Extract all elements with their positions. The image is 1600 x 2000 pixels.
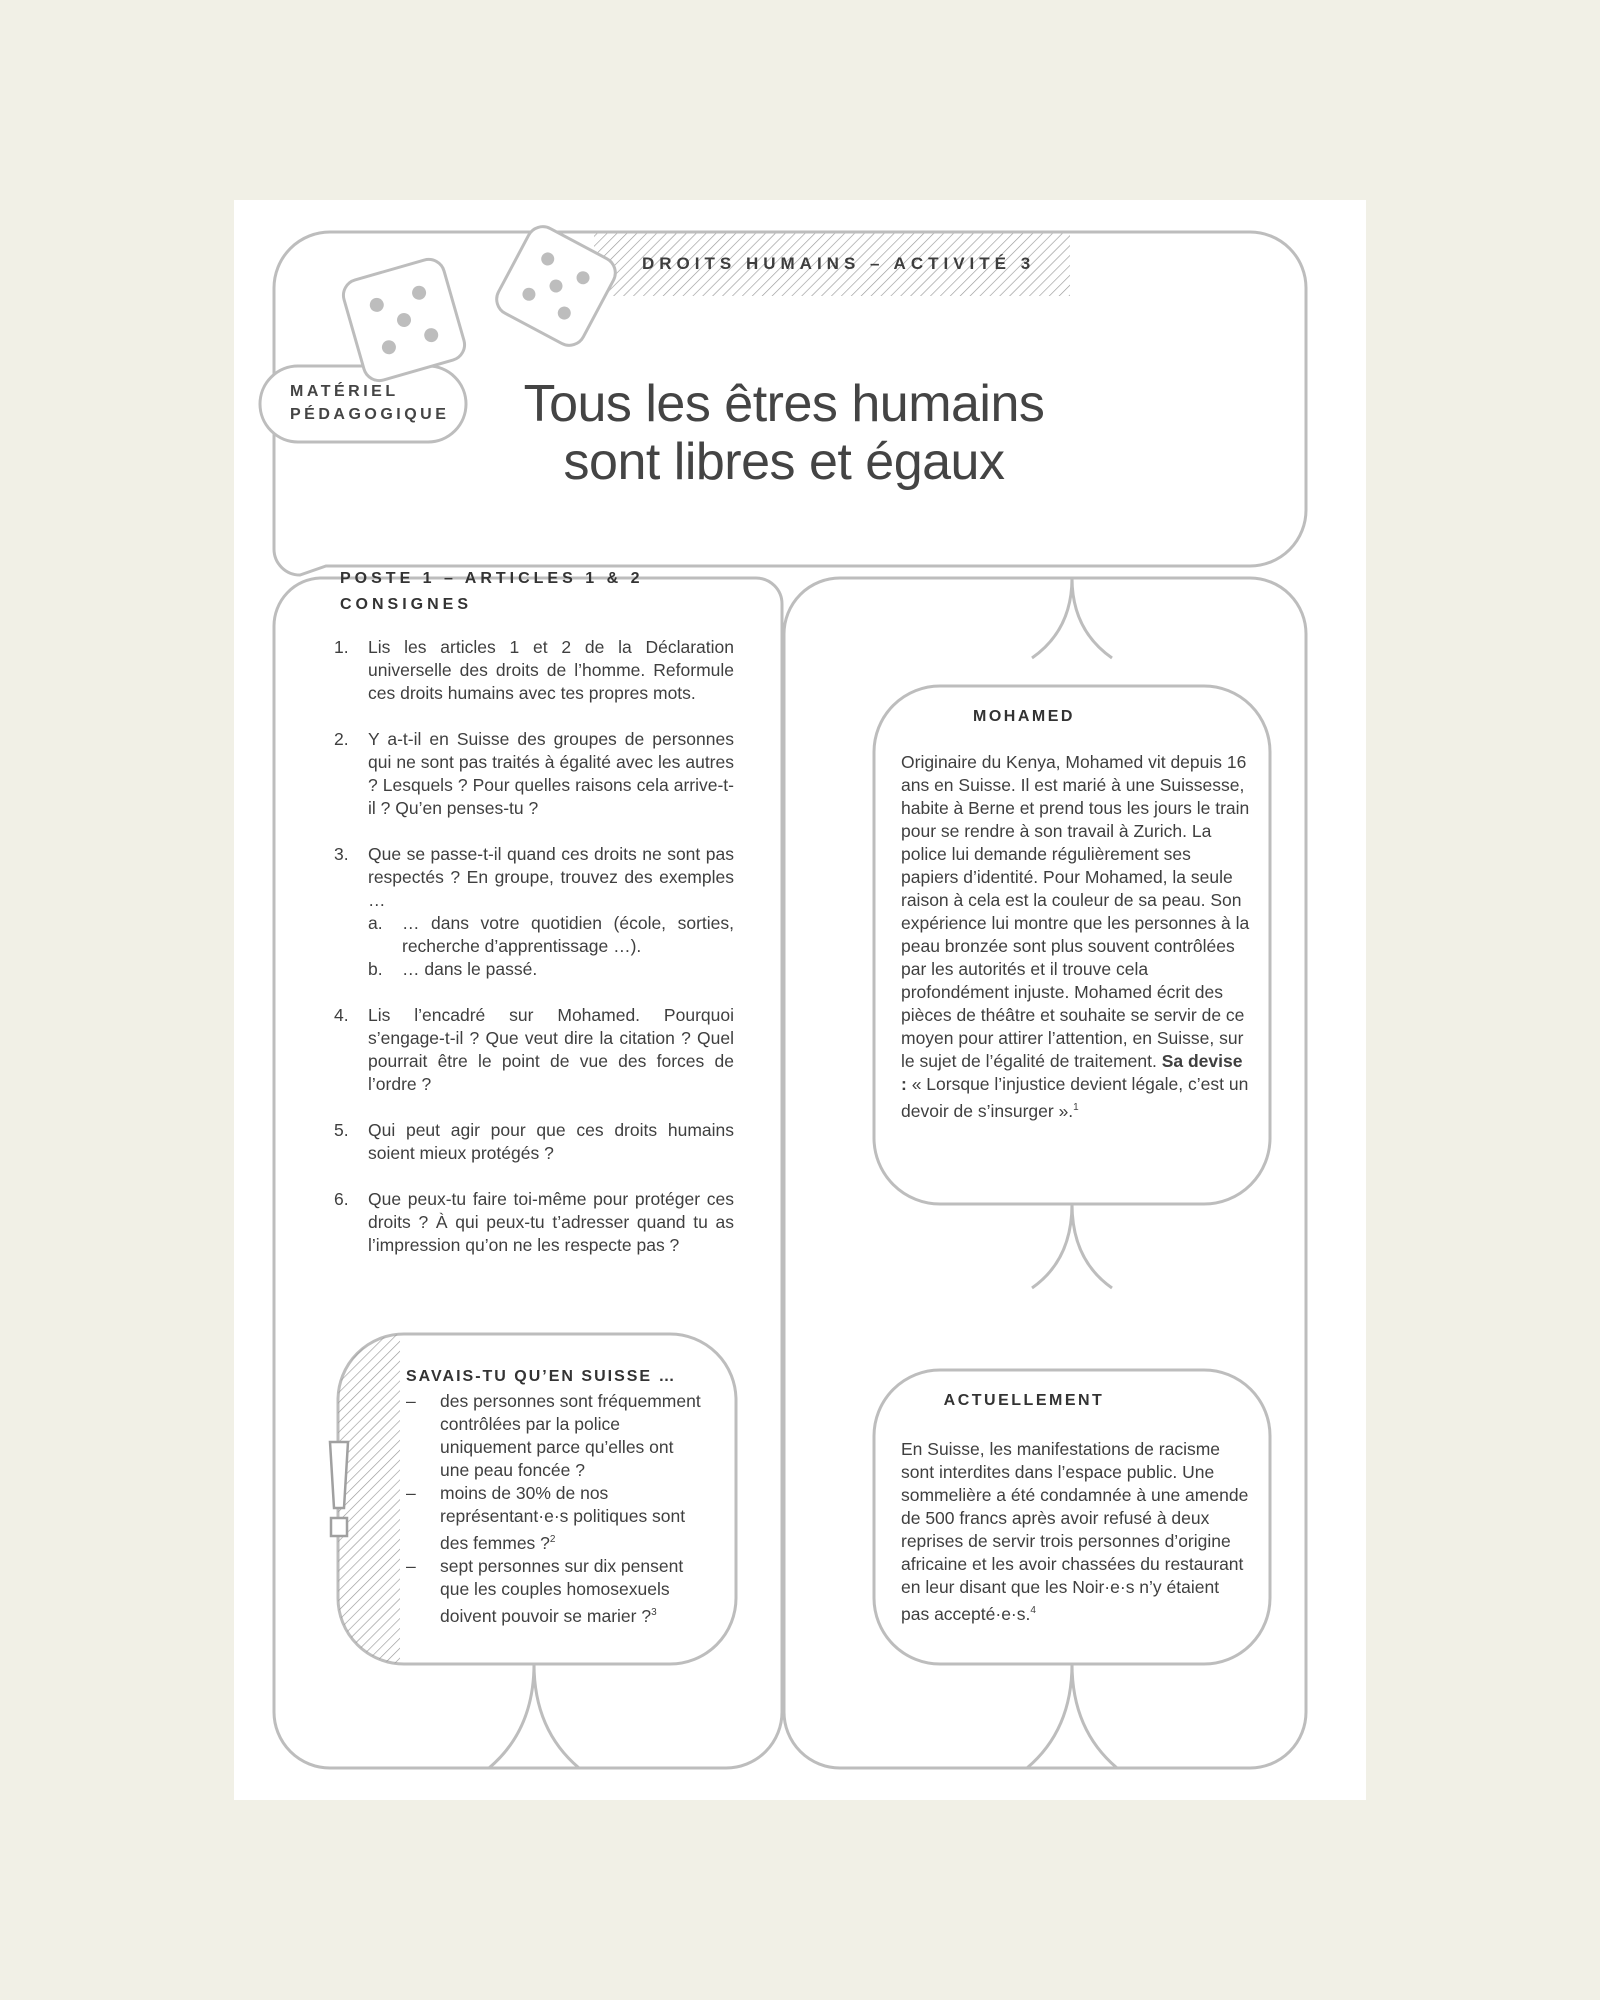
instruction-item [334, 728, 734, 820]
title-line-1: Tous les êtres humains [523, 375, 1045, 433]
activity-kicker: DROITS HUMAINS – ACTIVITÉ 3 [642, 254, 1036, 273]
instruction-text: Y a-t-il en Suisse des groupes de personnes qui ne sont pas traités à égalité avec les autres ? Lesquels ? Pour quelles raisons cela arrive-t-il ? Qu’en penses-tu ? [368, 729, 734, 818]
instruction-item [334, 1119, 734, 1165]
subitem-letter: a. [368, 913, 383, 933]
savais-item-text: sept personnes sur dix pensent que les couples homosexuels doivent pouvoir se marier ? [440, 1556, 684, 1626]
subitem-letter: b. [368, 959, 383, 979]
instruction-sublist [368, 912, 734, 981]
instruction-number: 6. [334, 1189, 349, 1209]
instruction-text: Lis l’encadré sur Mohamed. Pourquoi s’engage-t-il ? Que veut dire la citation ? Quel pourrait être le point de vue des forces de l’ordre ? [368, 1005, 734, 1094]
savais-item [406, 1390, 706, 1482]
instruction-text: Lis les articles 1 et 2 de la Déclaration universelle des droits de l’homme. Reformule ces droits humains avec tes propres mots. [368, 637, 734, 703]
exclamation-icon [326, 1440, 352, 1540]
mohamed-heading: MOHAMED [973, 708, 1075, 725]
savais-list [406, 1390, 706, 1628]
motto-quote: « Lorsque l’injustice devient légale, c’est un devoir de s’insurger ». [901, 1074, 1249, 1121]
savais-item [406, 1555, 706, 1628]
footnote-ref: 3 [651, 1607, 657, 1618]
page-title [494, 375, 1074, 491]
actuellement-body: En Suisse, les manifestations de racisme sont interdites dans l’espace public. Une sommelière a été condamnée à une amende de 500 francs après avoir refusé à deux reprises de servir trois personnes d’origine africaine et les avoir chassées du restaurant en leur disant que les Noir·e·s n’y étaient pas accepté·e·s. [901, 1439, 1249, 1624]
instruction-number: 1. [334, 637, 349, 657]
material-badge [290, 380, 449, 426]
savais-item-text: moins de 30% de nos représentant·e·s politiques sont des femmes ? [440, 1483, 686, 1553]
instruction-subitem [368, 912, 734, 958]
mohamed-text [901, 751, 1251, 1123]
instruction-item [334, 843, 734, 981]
actuellement-text [901, 1438, 1251, 1626]
badge-line-1: MATÉRIEL [290, 383, 399, 400]
savais-heading: SAVAIS-TU QU’EN SUISSE … [406, 1368, 677, 1385]
instruction-item [334, 1004, 734, 1096]
mohamed-body: Originaire du Kenya, Mohamed vit depuis 16 ans en Suisse. Il est marié à une Suissesse, habite à Berne et prend tous les jours le train pour se rendre à son travail à Zurich. La police lui demande régulièrement ses papiers d’identité. Pour Mohamed, la seule raison à cela est la couleur de sa peau. Son expérience lui montre que les personnes à la peau bronzée sont plus souvent contrôlées par les autorités et il trouve cela profondément injuste. Mohamed écrit des pièces de théâtre et souhaite se servir de ce moyen pour attirer l’attention, en Suisse, sur le sujet de l’égalité de traitement. [901, 752, 1250, 1071]
footnote-ref: 1 [1073, 1102, 1079, 1113]
instructions-list [334, 636, 734, 1280]
motto-label: Sa devise : [901, 1051, 1243, 1094]
subitem-text: … dans votre quotidien (école, sorties, recherche d’apprentissage …). [402, 913, 734, 956]
instructions-heading: CONSIGNES [340, 596, 473, 613]
instruction-text: Qui peut agir pour que ces droits humains soient mieux protégés ? [368, 1120, 734, 1163]
instruction-item [334, 1188, 734, 1257]
footnote-ref: 4 [1030, 1605, 1036, 1616]
instruction-subitem [368, 958, 734, 981]
section-heading [340, 566, 643, 618]
instruction-number: 5. [334, 1120, 349, 1140]
instruction-text: Que se passe-t-il quand ces droits ne sont pas respectés ? En groupe, trouvez des exemples … [368, 844, 734, 910]
footnote-ref: 2 [549, 1534, 556, 1545]
title-line-2: sont libres et égaux [563, 433, 1005, 491]
post-heading: POSTE 1 – ARTICLES 1 & 2 [340, 570, 644, 587]
instruction-text: Que peux-tu faire toi-même pour protéger ces droits ? À qui peux-tu t’adresser quand tu as l’impression qu’on ne les respecte pas ? [368, 1189, 734, 1255]
savais-item [406, 1482, 706, 1555]
instruction-number: 3. [334, 844, 349, 864]
instruction-number: 4. [334, 1005, 349, 1025]
instruction-number: 2. [334, 729, 349, 749]
badge-line-2: PÉDAGOGIQUE [290, 406, 450, 423]
instruction-item [334, 636, 734, 705]
actuellement-heading: ACTUELLEMENT [943, 1392, 1105, 1409]
savais-item-text: des personnes sont fréquemment contrôlées par la police uniquement parce qu’elles ont une peau foncée ? [440, 1391, 701, 1480]
worksheet-page [234, 200, 1366, 1800]
subitem-text: … dans le passé. [402, 959, 538, 979]
